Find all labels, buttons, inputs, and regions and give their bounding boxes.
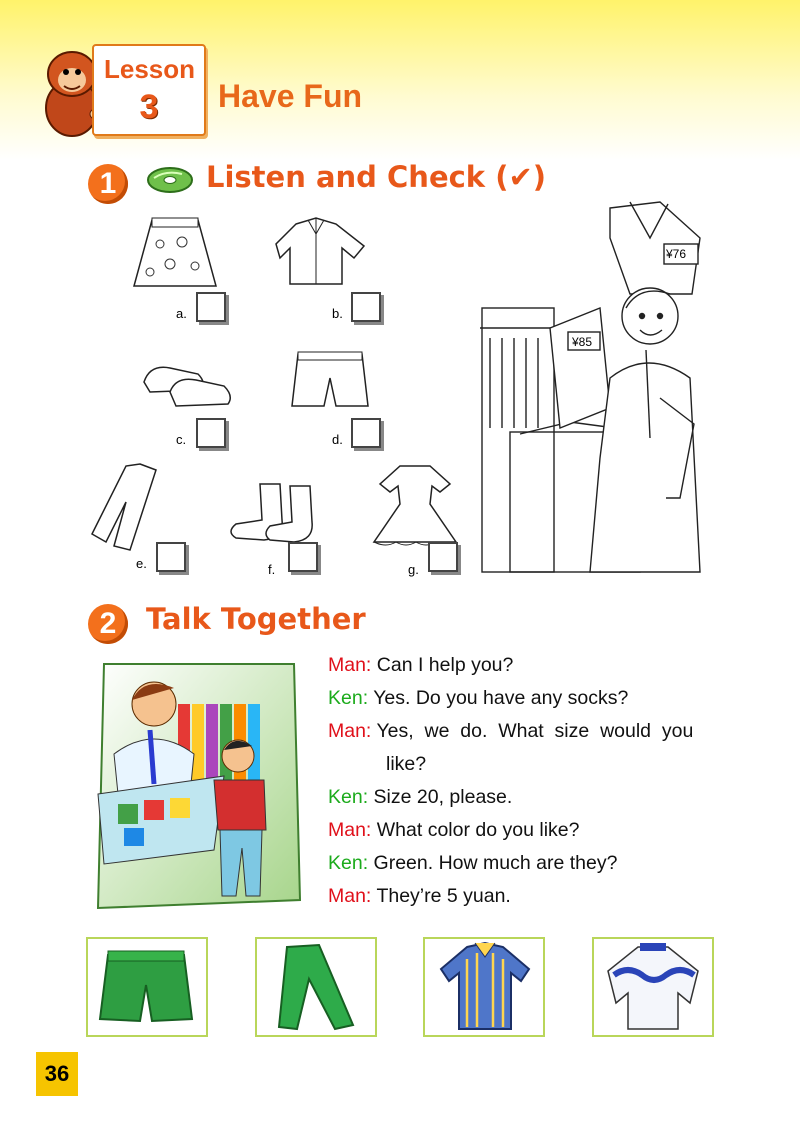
lesson-number: 3 — [139, 88, 159, 126]
shoes-icon — [140, 352, 235, 408]
dialog-text: They’re 5 yuan. — [376, 885, 511, 907]
checkbox-d[interactable] — [351, 418, 381, 448]
dialog-line-2 — [328, 687, 628, 710]
price-tag-76: ¥76 — [666, 247, 687, 261]
green-shorts-icon — [88, 939, 206, 1035]
dialog-line-4 — [386, 753, 426, 776]
socks-icon — [224, 480, 320, 546]
shirt-icon — [276, 216, 366, 288]
section-number-1: 1 — [88, 164, 128, 204]
green-pants-icon — [257, 939, 375, 1035]
dialog-line-8 — [328, 885, 511, 908]
dialog-text: Can I help you? — [376, 654, 514, 676]
checkbox-b[interactable] — [351, 292, 381, 322]
dialog-line-7 — [328, 852, 617, 875]
panel-green-shorts[interactable] — [86, 937, 208, 1037]
item-label-e: e. — [136, 556, 147, 571]
checkbox-g[interactable] — [428, 542, 458, 572]
speaker-man: Man: — [328, 720, 372, 742]
skirt-icon — [130, 214, 220, 294]
shorts-icon — [290, 350, 370, 412]
panel-green-pants[interactable] — [255, 937, 377, 1037]
checkbox-c[interactable] — [196, 418, 226, 448]
speaker-man: Man: — [328, 885, 372, 907]
shop-scene-illustration — [94, 664, 304, 914]
dialog-text: Green. How much are they? — [373, 852, 618, 874]
section-title-listen-check: Listen and Check (✔) — [206, 160, 546, 194]
sweater-icon — [594, 939, 712, 1035]
pants-icon — [90, 462, 170, 552]
item-label-f: f. — [268, 562, 276, 577]
striped-shirt-icon — [425, 939, 543, 1035]
page-number: 36 — [36, 1052, 78, 1096]
dialog-line-5 — [328, 786, 512, 809]
dialog-text: Yes. Do you have any socks? — [373, 687, 629, 709]
item-label-d: d. — [332, 432, 343, 447]
item-label-g: g. — [408, 562, 419, 577]
dialog-text: Size 20, please. — [373, 786, 513, 808]
checkbox-a[interactable] — [196, 292, 226, 322]
cd-icon[interactable] — [146, 164, 194, 196]
item-label-b: b. — [332, 306, 343, 321]
page-title: Have Fun — [218, 78, 363, 114]
panel-sweater[interactable] — [592, 937, 714, 1037]
speaker-ken: Ken: — [328, 687, 369, 709]
price-tag-85: ¥85 — [572, 335, 593, 349]
item-label-c: c. — [176, 432, 187, 447]
dialog-line-6 — [328, 819, 579, 842]
dialog-line-1 — [328, 654, 513, 677]
item-label-a: a. — [176, 306, 187, 321]
section-title-talk-together: Talk Together — [146, 602, 366, 636]
panel-striped-shirt[interactable] — [423, 937, 545, 1037]
dress-icon — [370, 462, 460, 552]
dialog-text: What color do you like? — [376, 819, 580, 841]
dialog-line-3 — [328, 720, 693, 743]
checkbox-f[interactable] — [288, 542, 318, 572]
speaker-man: Man: — [328, 819, 372, 841]
lesson-word: Lesson — [104, 54, 196, 84]
speaker-ken: Ken: — [328, 786, 369, 808]
speaker-ken: Ken: — [328, 852, 369, 874]
speaker-man: Man: — [328, 654, 372, 676]
checkbox-e[interactable] — [156, 542, 186, 572]
section-number-2: 2 — [88, 604, 128, 644]
dialog-text: Yes, we do. What size would you — [376, 720, 694, 742]
dialog-text: like? — [386, 753, 427, 775]
